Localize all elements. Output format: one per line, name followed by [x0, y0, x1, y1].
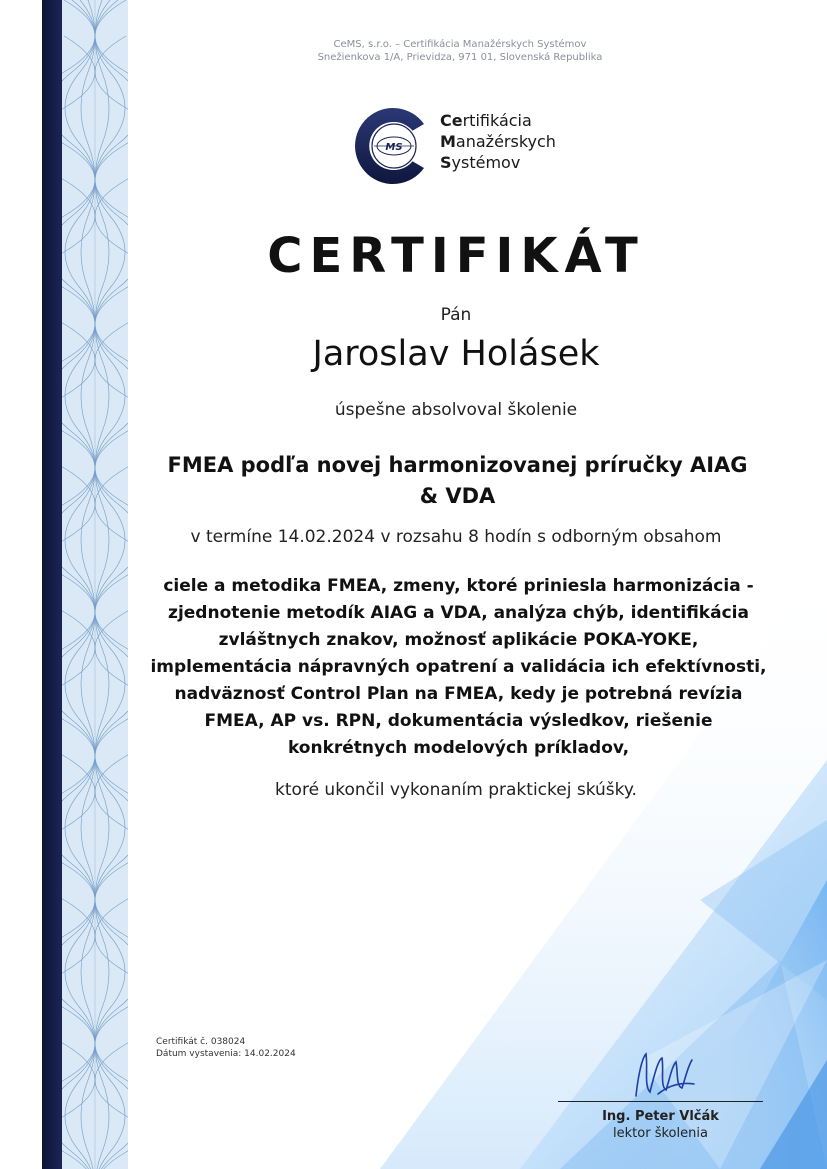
signatory-name: Ing. Peter Vlčák — [602, 1109, 719, 1124]
cems-logo — [352, 104, 582, 188]
logo-line-3-rest: ystémov — [451, 153, 521, 172]
logo-line-2-rest: anažérskych — [455, 132, 556, 151]
issuer-line-2: Snežienkova 1/A, Prievidza, 971 01, Slovenská Republika — [317, 52, 603, 63]
course-content: ciele a metodika FMEA, zmeny, ktoré priniesla harmonizácia - zjednotenie metodík AIAG a VDA, analýza chýb, identifikácia zvláštnych znakov, možnosť aplikácie POKA-YOKE, implementácia nápravných opatrení a validácia ich efektívnosti, nadväznosť Control Plan na FMEA, kedy je potrebná revízia FMEA, AP vs. RPN, dokumentácia výsledkov, riešenie konkrétnych modelových príkladov, — [150, 576, 767, 758]
guilloche-border — [62, 0, 128, 1169]
signatory — [558, 1108, 763, 1142]
issuer-line-1: CeMS, s.r.o. – Certifikácia Manažérskych Systémov — [333, 39, 587, 50]
logo-line-3-bold: S — [440, 153, 452, 172]
certificate-title: CERTIFIKÁT — [267, 228, 645, 284]
certificate-meta — [156, 1036, 296, 1060]
logo-line-2 — [440, 131, 556, 152]
course-name: FMEA podľa novej harmonizovanej príručky AIAG & VDA — [167, 453, 748, 508]
recipient-name: Jaroslav Holásek — [312, 334, 600, 374]
logo-emblem-text: MS — [385, 142, 403, 153]
issue-date: Dátum vystavenia: 14.02.2024 — [156, 1049, 296, 1059]
signature-line — [558, 1101, 763, 1102]
logo-line-1-bold: Ce — [440, 111, 463, 130]
logo-line-1-rest: rtifikácia — [462, 111, 532, 130]
signatory-role: lektor školenia — [613, 1126, 708, 1141]
cems-emblem-icon — [352, 104, 436, 188]
logo-line-2-bold: M — [440, 132, 456, 151]
logo-line-3 — [440, 152, 556, 173]
exam-statement: ktoré ukončil vykonaním praktickej skúšky. — [275, 780, 637, 800]
certificate-number: Certifikát č. 038024 — [156, 1037, 246, 1047]
salutation: Pán — [440, 305, 472, 325]
handwritten-signature — [628, 1046, 698, 1102]
course-term: v termíne 14.02.2024 v rozsahu 8 hodín s odborným obsahom — [190, 527, 722, 547]
logo-line-1 — [440, 110, 556, 131]
navy-border-bar — [42, 0, 62, 1169]
issuer-header — [240, 38, 680, 64]
logo-wordmark — [440, 110, 556, 173]
completion-statement: úspešne absolvoval školenie — [334, 400, 578, 420]
